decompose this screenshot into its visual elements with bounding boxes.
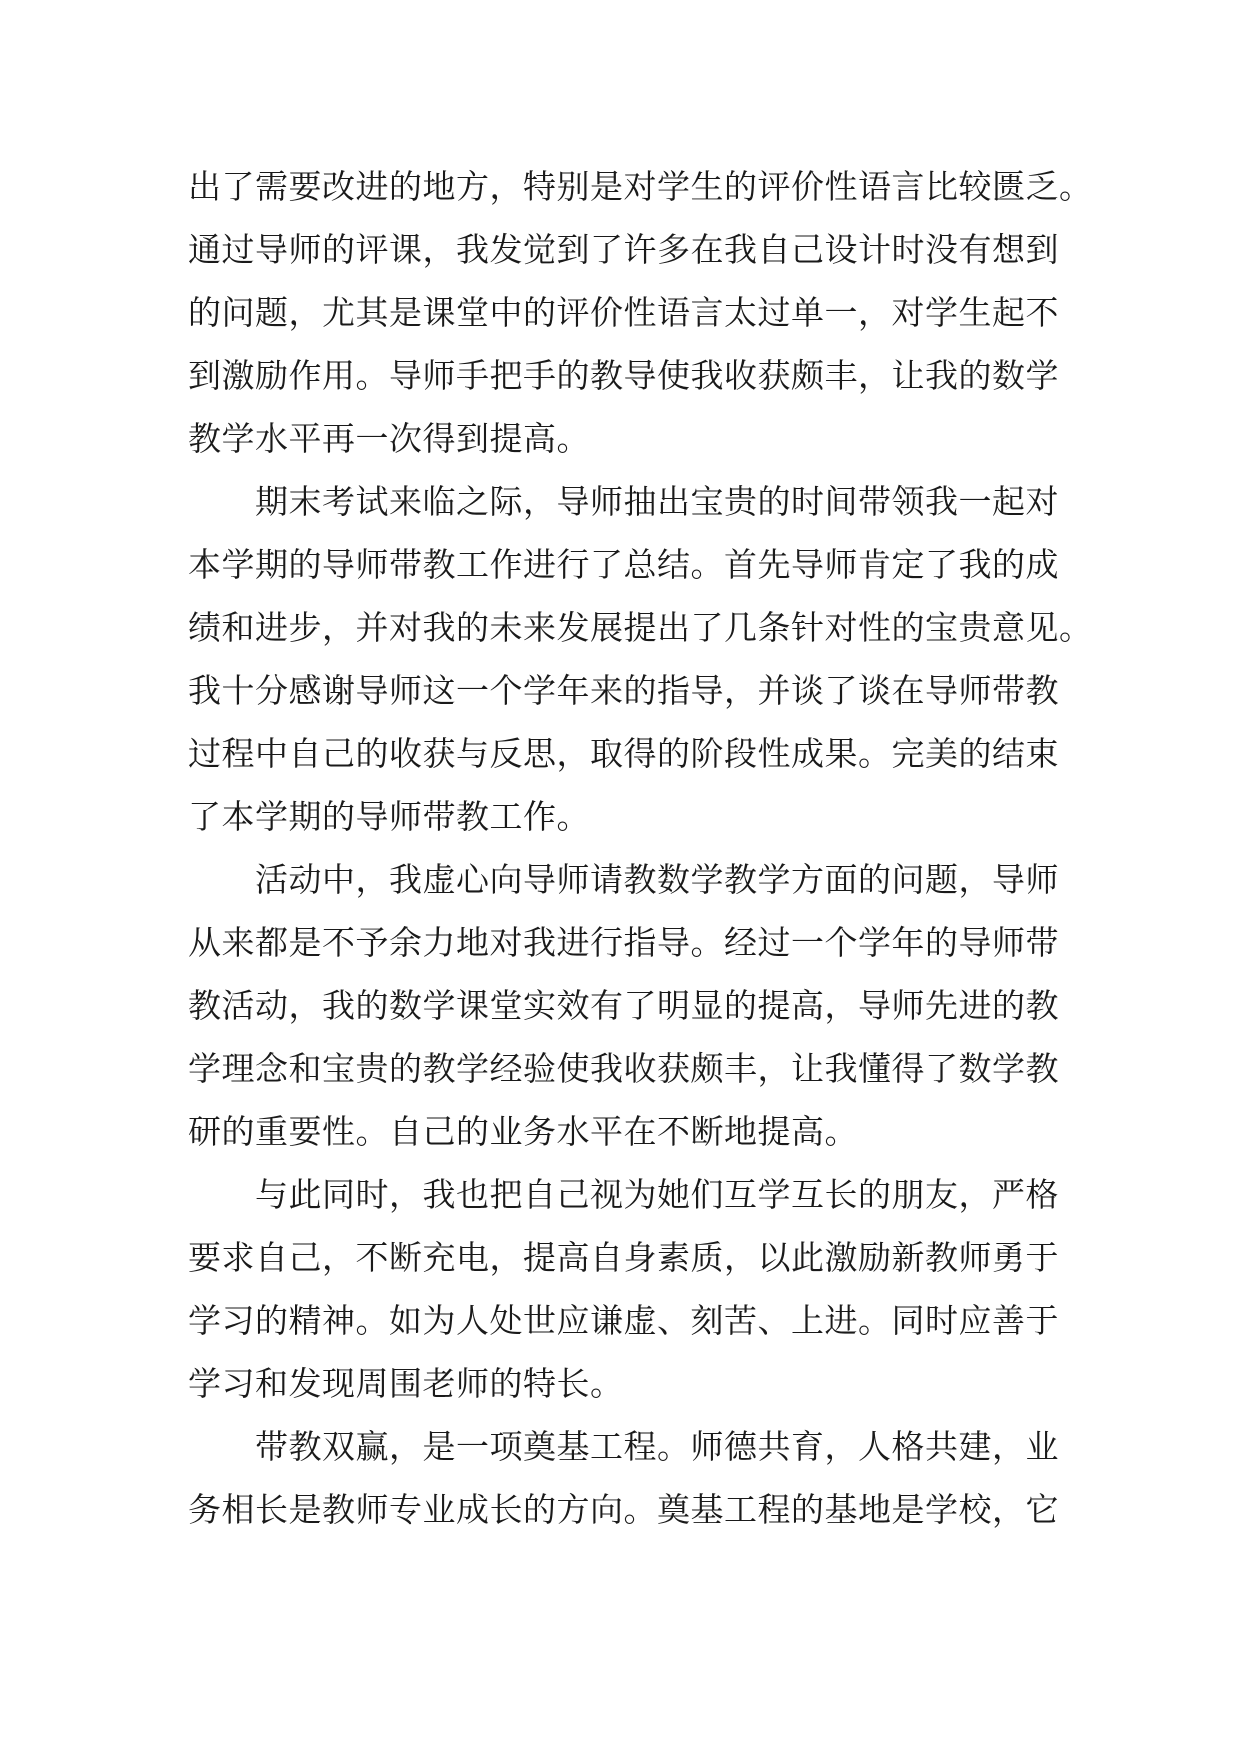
text-line-18: 要求自己，不断充电，提高自身素质，以此激励新教师勇于 bbox=[188, 1238, 1059, 1277]
text-line-2: 通过导师的评课，我发觉到了许多在我自己设计时没有想到 bbox=[188, 230, 1059, 269]
document-body bbox=[188, 155, 1093, 1541]
text-line-17: 与此同时，我也把自己视为她们互学互长的朋友，严格 bbox=[188, 1175, 1059, 1214]
text-line-20: 学习和发现周围老师的特长。 bbox=[188, 1364, 624, 1403]
text-line-22: 务相长是教师专业成长的方向。奠基工程的基地是学校，它 bbox=[188, 1490, 1059, 1529]
text-line-14: 教活动，我的数学课堂实效有了明显的提高，导师先进的教 bbox=[188, 986, 1059, 1025]
text-line-1: 出了需要改进的地方，特别是对学生的评价性语言比较匮乏。 bbox=[188, 167, 1093, 206]
text-line-13: 从来都是不予余力地对我进行指导。经过一个学年的导师带 bbox=[188, 923, 1059, 962]
text-line-7: 本学期的导师带教工作进行了总结。首先导师肯定了我的成 bbox=[188, 545, 1059, 584]
text-line-4: 到激励作用。导师手把手的教导使我收获颇丰，让我的数学 bbox=[188, 356, 1059, 395]
text-line-5: 教学水平再一次得到提高。 bbox=[188, 419, 590, 458]
text-line-8: 绩和进步，并对我的未来发展提出了几条针对性的宝贵意见。 bbox=[188, 608, 1093, 647]
text-line-10: 过程中自己的收获与反思，取得的阶段性成果。完美的结束 bbox=[188, 734, 1059, 773]
text-line-9: 我十分感谢导师这一个学年来的指导，并谈了谈在导师带教 bbox=[188, 671, 1059, 710]
text-line-12: 活动中，我虚心向导师请教数学教学方面的问题，导师 bbox=[188, 860, 1059, 899]
text-line-6: 期末考试来临之际，导师抽出宝贵的时间带领我一起对 bbox=[188, 482, 1059, 521]
text-line-11: 了本学期的导师带教工作。 bbox=[188, 797, 590, 836]
text-line-15: 学理念和宝贵的教学经验使我收获颇丰，让我懂得了数学教 bbox=[188, 1049, 1059, 1088]
text-line-21: 带教双赢，是一项奠基工程。师德共育，人格共建，业 bbox=[188, 1427, 1059, 1466]
text-line-16: 研的重要性。自己的业务水平在不断地提高。 bbox=[188, 1112, 858, 1151]
text-line-19: 学习的精神。如为人处世应谦虚、刻苦、上进。同时应善于 bbox=[188, 1301, 1059, 1340]
text-line-3: 的问题，尤其是课堂中的评价性语言太过单一，对学生起不 bbox=[188, 293, 1059, 332]
